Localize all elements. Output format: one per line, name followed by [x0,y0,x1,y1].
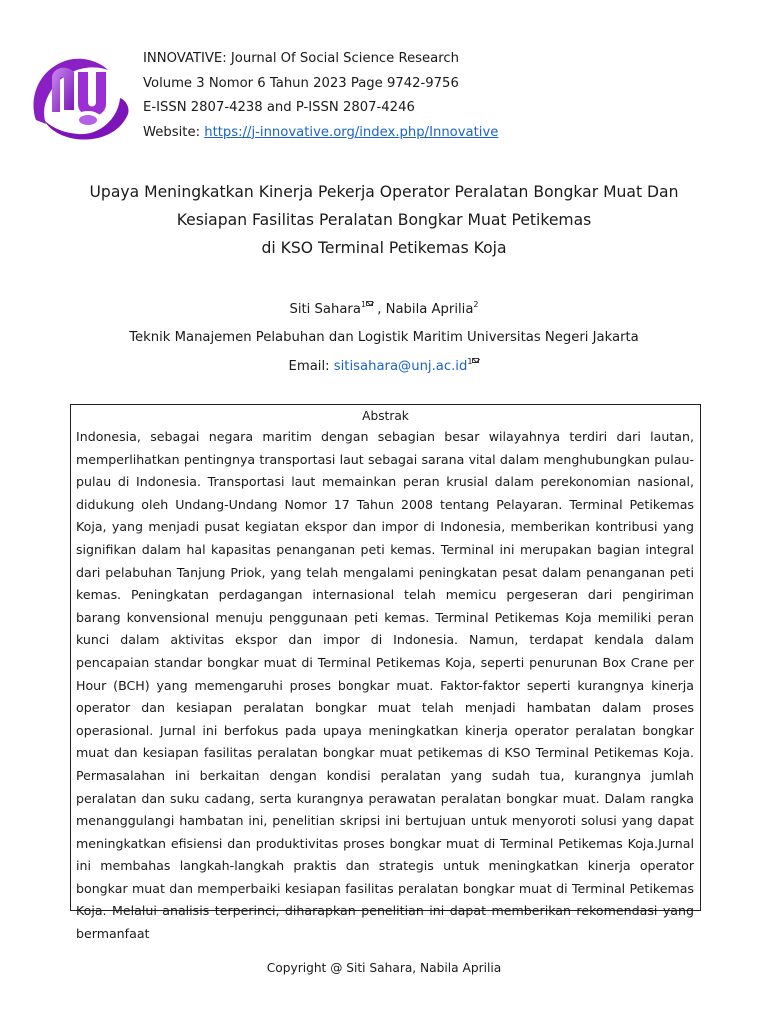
envelope-icon [472,358,479,363]
journal-header [143,47,498,145]
website-line [143,121,498,146]
author-separator: , [373,302,386,317]
website-label: Website: [143,124,205,140]
affiliation: Teknik Manajemen Pelabuhan dan Logistik Maritim Universitas Negeri Jakarta [129,330,639,345]
author-list [0,300,768,320]
paper-title [60,178,708,262]
volume-line: Volume 3 Nomor 6 Tahun 2023 Page 9742-9756 [143,75,459,91]
journal-name: INNOVATIVE: Journal Of Social Science Research [143,51,459,66]
title-line-3: di KSO Terminal Petikemas Koja [261,239,507,257]
envelope-icon [366,301,373,306]
author-1-sup: 1 [361,300,373,309]
author-1: Siti Sahara [289,302,361,317]
title-line-2: Kesiapan Fasilitas Peralatan Bongkar Muat Petikemas [176,211,592,229]
email-address[interactable]: sitisahara@unj.ac.id [333,359,468,374]
copyright-footer: Copyright @ Siti Sahara, Nabila Aprilia [266,961,502,975]
abstract-body: Indonesia, sebagai negara maritim dengan sebagian besar wilayahnya terdiri dari lautan, memperlihatkan pentingnya transportasi laut sebagai sarana vital dalam menghubungkan pulau-pulau di Indonesia. Transportasi laut memainkan peran krusial dalam perekonomian nasional, didukung oleh Undang-Undang Nomor 17 Tahun 2008 tentang Pelayaran. Terminal Petikemas Koja, yang menjadi pusat kegiatan ekspor dan impor di Indonesia, memberikan kontribusi yang signifikan dalam hal kapasitas penanganan peti kemas. Terminal ini merupakan bagian integral dari pelabuhan Tanjung Priok, yang telah mengalami peningkatan pesat dalam penanganan peti kemas. Peningkatan perdagangan internasional telah memicu pergeseran dari pengiriman barang konvensional menuju penggunaan peti kemas. Terminal Petikemas Koja memiliki peran kunci dalam aktivitas ekspor dan impor di Indonesia. Namun, terdapat kendala dalam pencapaian standar bongkar muat di Terminal Petikemas Koja, seperti penurunan Box Crane per Hour (BCH) yang memengaruhi proses bongkar muat. Faktor-faktor seperti kurangnya kinerja operator dan kesiapan peralatan bongkar muat telah menjadi hambatan dalam proses operasional. Jurnal ini berfokus pada upaya meningkatkan kinerja operator peralatan bongkar muat dan kesiapan fasilitas peralatan bongkar muat petikemas di KSO Terminal Petikemas Koja. Permasalahan ini berkaitan dengan kondisi peralatan yang sudah tua, kurangnya jumlah peralatan dan suku cadang, serta kurangnya perawatan peralatan bongkar muat. Dalam rangka menanggulangi hambatan ini, penelitian skripsi ini bertujuan untuk menyoroti solusi yang dapat meningkatkan efisiensi dan produktivitas proses bongkar muat di Terminal Petikemas Koja.Jurnal ini membahas langkah-langkah praktis dan strategis untuk meningkatkan kinerja operator bongkar muat dan memperbaiki kesiapan fasilitas peralatan bongkar muat di Terminal Petikemas Koja. Melalui analisis terperinci, diharapkan penelitian ini dapat memberikan rekomendasi yang bermanfaat [76,429,694,942]
abstract-box [70,404,701,942]
website-link[interactable]: https://j-innovative.org/index.php/Innovative [204,124,499,140]
abstract-heading: Abstrak [362,409,409,423]
issn-line: E-ISSN 2807-4238 and P-ISSN 2807-4246 [143,100,415,115]
author-2-sup: 2 [473,300,479,309]
author-2: Nabila Aprilia [385,302,474,317]
email-line [0,357,768,377]
title-line-1: Upaya Meningkatkan Kinerja Pekerja Operator Peralatan Bongkar Muat Dan [89,183,679,201]
journal-logo [22,50,140,152]
email-sup: 1 [467,357,479,366]
email-label: Email: [288,359,334,374]
